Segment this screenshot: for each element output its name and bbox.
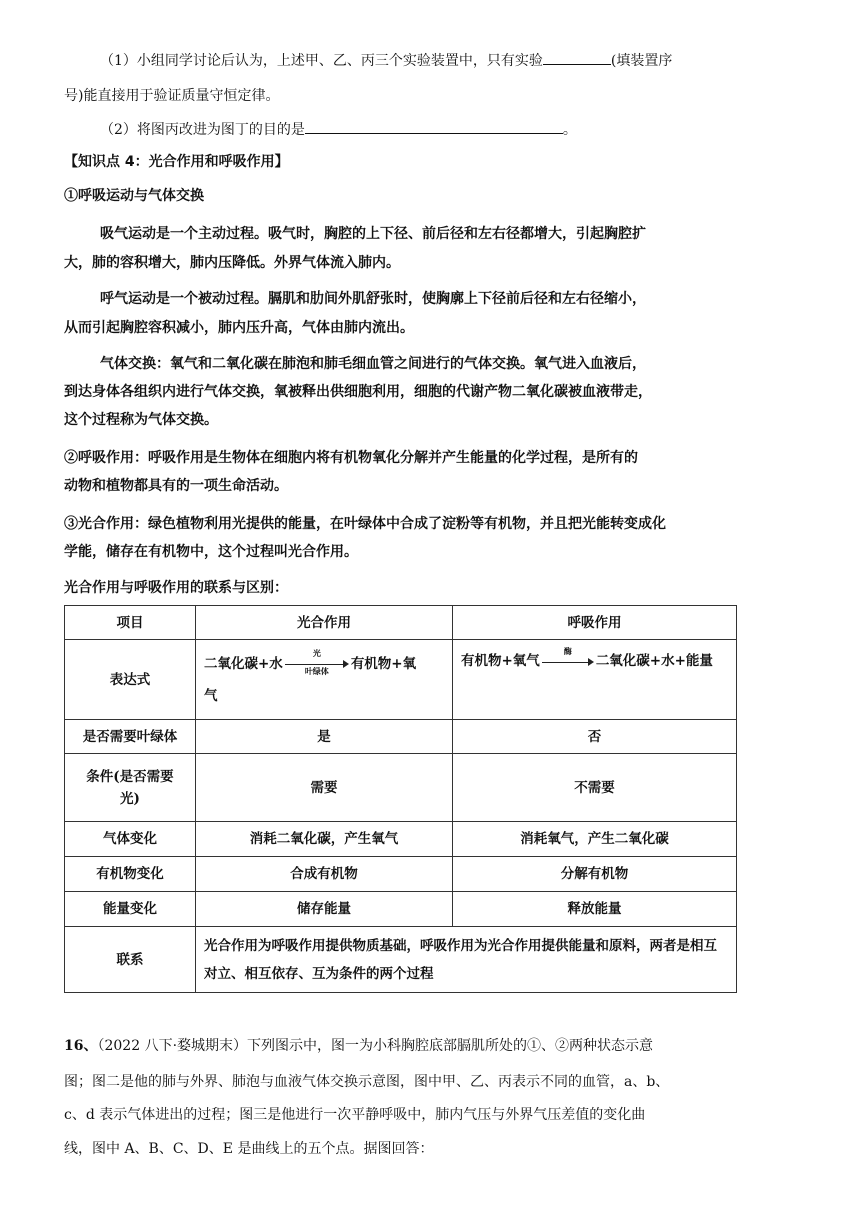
header-respiration: 呼吸作用 xyxy=(453,606,737,640)
question-2-suffix: 。 xyxy=(562,122,577,138)
row-label: 能量变化 xyxy=(65,892,196,927)
paragraph-respiration-1: ②呼吸作用：呼吸作用是生物体在细胞内将有机物氧化分解并产生能量的化学过程，是所有的 xyxy=(64,450,638,466)
cell-respiration: 分解有机物 xyxy=(453,857,737,892)
question-1-suffix: (填装置序 xyxy=(610,53,673,69)
reactants: 有机物+氧气 xyxy=(461,653,540,669)
table-row xyxy=(65,857,737,892)
section-1-title: ①呼吸运动与气体交换 xyxy=(64,188,204,204)
row-label: 是否需要叶绿体 xyxy=(65,720,196,754)
question-2 xyxy=(100,119,577,140)
question-number: 16、 xyxy=(64,1038,98,1054)
row-label: 气体变化 xyxy=(65,822,196,857)
cell-photosynthesis: 需要 xyxy=(196,754,453,822)
table-row xyxy=(65,892,737,927)
row-label-expression: 表达式 xyxy=(65,640,196,720)
cell-respiration: 消耗氧气，产生二氧化碳 xyxy=(453,822,737,857)
reaction-arrow-icon xyxy=(542,645,594,669)
row-label: 条件(是否需要光) xyxy=(65,754,196,822)
table-row xyxy=(65,720,737,754)
cell-photosynthesis: 消耗二氧化碳，产生氧气 xyxy=(196,822,453,857)
reactants: 二氧化碳+水 xyxy=(204,655,283,672)
paragraph-photosynthesis-2: 学能，储存在有机物中，这个过程叫光合作用。 xyxy=(64,544,358,560)
question-16-line2: 图；图二是他的肺与外界、肺泡与血液气体交换示意图，图中甲、乙、丙表示不同的血管，a、b、 xyxy=(64,1074,670,1090)
paragraph-respiration-2: 动物和植物都具有的一项生命活动。 xyxy=(64,478,288,494)
respiration-expression xyxy=(453,640,737,720)
cell-photosynthesis: 合成有机物 xyxy=(196,857,453,892)
table-row-expression xyxy=(65,640,737,720)
question-16-line3: c、d 表示气体进出的过程；图三是他进行一次平静呼吸中，肺内气压与外界气压差值的变化曲 xyxy=(64,1107,646,1123)
comparison-table xyxy=(64,605,737,993)
table-row-link xyxy=(65,927,737,993)
question-1-text: （1）小组同学讨论后认为，上述甲、乙、丙三个实验装置中，只有实验 xyxy=(100,53,543,69)
row-label: 有机物变化 xyxy=(65,857,196,892)
question-16-line4: 线，图中 A、B、C、D、E 是曲线上的五个点。据图回答： xyxy=(64,1141,434,1157)
row-label-link: 联系 xyxy=(65,927,196,993)
table-row xyxy=(65,822,737,857)
header-item: 项目 xyxy=(65,606,196,640)
condition-enzyme: 酶 xyxy=(563,645,572,656)
paragraph-gas-exchange-1: 气体交换：氧气和二氧化碳在肺泡和肺毛细血管之间进行的气体交换。氧气进入血液后， xyxy=(100,356,646,372)
condition-light: 光 xyxy=(312,648,321,658)
paragraph-inhale-2: 大，肺的容积增大，肺内压降低。外界气体流入肺内。 xyxy=(64,255,400,271)
paragraph-exhale-2: 从而引起胸腔容积减小，肺内压升高，气体由肺内流出。 xyxy=(64,320,414,336)
table-header-row xyxy=(65,606,737,640)
question-1 xyxy=(100,50,672,71)
question-16-line1 xyxy=(64,1036,653,1056)
question-16-text: （2022 八下·婺城期末）下列图示中，图一为小科胸腔底部膈肌所处的①、②两种状态示意 xyxy=(97,1038,654,1054)
reaction-arrow-icon xyxy=(285,648,349,676)
header-photosynthesis: 光合作用 xyxy=(196,606,453,640)
products: 二氧化碳+水+能量 xyxy=(595,653,713,669)
cell-respiration: 释放能量 xyxy=(453,892,737,927)
cell-photosynthesis: 储存能量 xyxy=(196,892,453,927)
paragraph-photosynthesis-1: ③光合作用：绿色植物利用光提供的能量，在叶绿体中合成了淀粉等有机物，并且把光能转变成化 xyxy=(64,516,666,532)
paragraph-gas-exchange-3: 这个过程称为气体交换。 xyxy=(64,412,218,428)
condition-chloroplast: 叶绿体 xyxy=(304,666,329,676)
cell-respiration: 不需要 xyxy=(453,754,737,822)
answer-blank-1[interactable] xyxy=(543,50,611,65)
question-1-line2: 号)能直接用于验证质量守恒定律。 xyxy=(64,88,280,104)
answer-blank-2[interactable] xyxy=(305,119,563,134)
question-2-text: （2）将图丙改进为图丁的目的是 xyxy=(100,122,305,138)
products-wrap: 气 xyxy=(204,687,218,704)
paragraph-inhale-1: 吸气运动是一个主动过程。吸气时，胸腔的上下径、前后径和左右径都增大，引起胸腔扩 xyxy=(100,226,646,242)
table-caption: 光合作用与呼吸作用的联系与区别： xyxy=(64,580,288,596)
photosynthesis-expression xyxy=(196,640,453,720)
cell-photosynthesis: 是 xyxy=(196,720,453,754)
paragraph-exhale-1: 呼气运动是一个被动过程。膈肌和肋间外肌舒张时，使胸廓上下径前后径和左右径缩小， xyxy=(100,291,646,307)
table-row xyxy=(65,754,737,822)
link-text: 光合作用为呼吸作用提供物质基础，呼吸作用为光合作用提供能量和原料，两者是相互对立、相互依存、互为条件的两个过程 xyxy=(196,927,737,993)
knowledge-point-title: 【知识点 4：光合作用和呼吸作用】 xyxy=(64,154,289,170)
paragraph-gas-exchange-2: 到达身体各组织内进行气体交换，氧被释出供细胞利用，细胞的代谢产物二氧化碳被血液带走， xyxy=(64,384,652,400)
cell-respiration: 否 xyxy=(453,720,737,754)
products: 有机物+氧 xyxy=(350,655,417,672)
